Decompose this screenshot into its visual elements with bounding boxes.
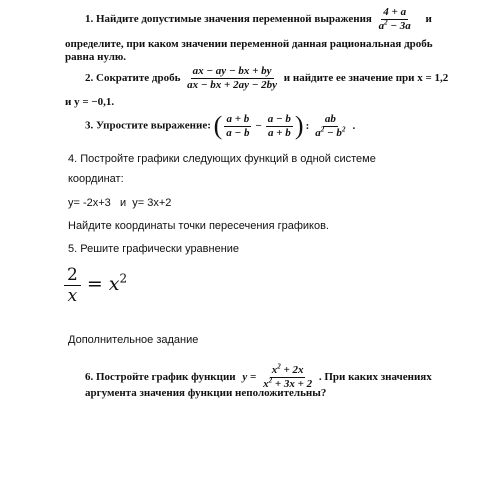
task-1-fraction	[377, 7, 413, 32]
t3-f3-den	[313, 124, 347, 139]
t3-minus: −	[255, 119, 262, 132]
t5-num: 2	[64, 266, 81, 286]
task-1-line-1	[85, 7, 432, 32]
task-2-fraction-denominator: ax − bx + 2ay − 2by	[187, 79, 278, 91]
task-3-line	[85, 113, 355, 139]
t6-num-sq: 2	[277, 362, 281, 371]
task-1-fraction-numerator: 4 + a	[383, 6, 407, 18]
task-5-line: 5. Решите графически уравнение	[68, 243, 240, 255]
t3-f3-sq1: 2	[320, 124, 325, 133]
task-4-functions: y= -2x+3 и y= 3x+2	[68, 197, 172, 209]
task-5-fraction	[64, 266, 81, 305]
task-4-line-2: координат:	[68, 173, 124, 185]
task-3-text: 3. Упростите выражение:	[85, 119, 211, 132]
t5-exp: 2	[119, 271, 128, 286]
t1-den-rest: − 3a	[387, 20, 411, 32]
task-2-fraction	[185, 66, 279, 91]
t6-num	[270, 362, 306, 378]
task-2-condition: и найдите ее значение при x = 1,2	[283, 72, 449, 85]
task-3-fraction-1	[224, 114, 251, 139]
t6-den-b: + 3x + 2	[272, 378, 313, 390]
task-1-fraction-denominator	[377, 20, 413, 32]
t3-f3-sq2: 2	[341, 124, 346, 133]
t1-den-base: a	[378, 20, 385, 32]
task-1-text: 1. Найдите допустимые значения переменной выражения	[85, 13, 372, 26]
t5-den: x	[67, 285, 78, 306]
t6-question: . При каких значениях	[318, 371, 432, 384]
t3-f2-num: a − b	[267, 112, 291, 125]
task-3-fraction-2	[266, 114, 293, 139]
t6-den-sq: 2	[268, 376, 273, 385]
task-6-line-2: аргумента значения функции неположительны?	[85, 387, 327, 399]
task-2-text: 2. Сократите дробь	[85, 72, 181, 85]
t3-f1-den: a − b	[226, 126, 250, 139]
task-5-equation	[64, 264, 127, 305]
task-4-line-1: 4. Постройте графики следующих функций в одной системе	[68, 153, 376, 165]
t3-f1-num: a + b	[226, 112, 250, 125]
task-4-question: Найдите координаты точки пересечения графиков.	[68, 220, 329, 232]
task-3-fraction-3	[313, 114, 347, 139]
t3-colon: :	[305, 119, 310, 132]
t3-end: .	[352, 119, 356, 132]
task-2-fraction-numerator: ax − ay − bx + by	[192, 65, 272, 77]
t6-y: y =	[242, 371, 257, 384]
t1-den-exp: 2	[384, 18, 388, 27]
t3-f3-den-a: a	[315, 126, 321, 139]
t5-rhs: = x	[86, 273, 120, 295]
task-1-and: и	[425, 13, 432, 26]
additional-task-heading: Дополнительное задание	[68, 334, 199, 346]
right-paren: )	[294, 111, 304, 140]
t3-f3-num: ab	[324, 112, 336, 125]
left-paren: (	[213, 111, 223, 140]
task-1-line-3: равна нулю.	[65, 51, 127, 63]
t3-f3-den-mid: − b	[324, 126, 342, 139]
task-6-text: 6. Постройте график функции	[85, 371, 236, 384]
task-1-line-2: определите, при каком значении переменной данная рациональная дробь	[65, 38, 433, 50]
t3-f2-den: a + b	[267, 126, 291, 139]
t6-den-a: x	[263, 378, 269, 390]
t6-num-b: + 2x	[280, 364, 304, 376]
t6-num-a: x	[271, 364, 278, 376]
task-2-line-2: и y = −0,1.	[65, 96, 115, 108]
task-2-line-1	[85, 66, 448, 91]
